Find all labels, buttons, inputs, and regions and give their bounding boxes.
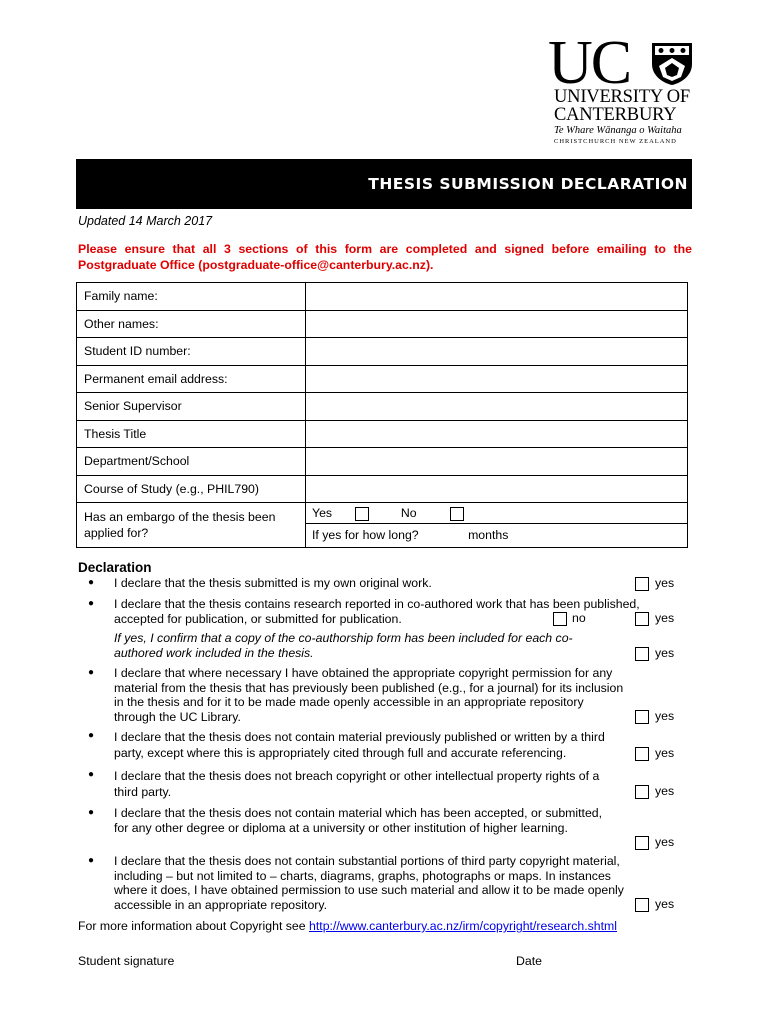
field-label: Thesis Title [77,420,306,448]
supervisor-field[interactable] [306,393,688,421]
bullet: ● [88,730,95,741]
student-id-field[interactable] [306,338,688,366]
field-label: Student ID number: [77,338,306,366]
yes-label: yes [655,576,675,590]
bullet: ● [88,769,95,780]
yes-checkbox[interactable] [635,747,649,761]
embargo-duration-label: If yes for how long? [312,528,419,542]
declaration-heading: Declaration [78,560,152,575]
field-label: Department/School [77,448,306,476]
yes-label: yes [655,709,675,723]
embargo-months-label: months [468,528,509,542]
bullet: ● [88,667,95,678]
declaration-text: I declare that where necessary I have obtained the appropriate copyright permission for any material from the thesis that has previously been published (e.g., for a journal) for its inclusion in the thesis and for it to be made made openly accessible in an appropriate repository through the UC Library. [114,666,624,724]
declaration-text: If yes, I confirm that a copy of the co-authorship form has been included for each co-authored work included in the thesis. [114,631,573,660]
field-label: Other names: [77,310,306,338]
uc-logo [548,29,696,146]
table-row [77,393,688,421]
yes-checkbox[interactable] [635,836,649,850]
crest-icon [651,42,693,86]
field-label: Course of Study (e.g., PHIL790) [77,475,306,503]
email-field[interactable] [306,365,688,393]
yes-label: yes [655,835,675,849]
no-label: no [572,611,586,625]
yes-checkbox[interactable] [635,647,649,661]
yes-checkbox[interactable] [635,898,649,912]
bullet: ● [88,807,95,818]
yes-checkbox[interactable] [635,577,649,591]
table-row [77,475,688,503]
other-names-field[interactable] [306,310,688,338]
embargo-label: Has an embargo of the thesis been applied for? [77,503,306,548]
yes-checkbox[interactable] [635,612,649,626]
declaration-text: I declare that the thesis does not contain substantial portions of third party copyright material, including – but not limited to – charts, diagrams, graphs, photographs or maps. In instances where it does, I have obtained permission to use such material and allow it to be made openly accessible in an appropriate repository. [114,854,624,912]
department-field[interactable] [306,448,688,476]
declaration-text: I declare that the thesis does not contain material previously published or written by a third party, except where this is appropriately cited through full and accurate referencing. [114,730,605,760]
table-row [77,338,688,366]
logo-name [554,88,690,124]
embargo-yes-checkbox[interactable] [355,507,369,521]
no-checkbox[interactable] [553,612,567,626]
no-option [553,611,586,626]
yes-label: yes [655,897,675,911]
table-row [77,503,688,548]
embargo-options [306,503,688,548]
page-title: THESIS SUBMISSION DECLARATION [368,175,688,193]
table-row [77,283,688,311]
field-label: Senior Supervisor [77,393,306,421]
logo-name-line2: CANTERBURY [554,105,677,125]
copyright-info-text: For more information about Copyright see [78,919,310,933]
yes-checkbox[interactable] [635,710,649,724]
family-name-field[interactable] [306,283,688,311]
table-row [77,310,688,338]
table-row [77,448,688,476]
thesis-title-field[interactable] [306,420,688,448]
updated-date: Updated 14 March 2017 [78,214,213,228]
submission-notice: Please ensure that all 3 sections of this form are completed and signed before emailing to the Postgraduate Office (postgraduate-office@canterbury.ac.nz). [78,242,692,272]
declaration-text: I declare that the thesis contains research reported in co-authored work that has been published, accepted for publication, or submitted for publication. [114,597,640,626]
table-row [77,365,688,393]
embargo-no-checkbox[interactable] [450,507,464,521]
student-signature-label: Student signature [78,954,175,968]
title-banner [76,159,692,209]
embargo-yes-label: Yes [312,506,333,521]
declaration-text: I declare that the thesis does not breach copyright or other intellectual property rights of a third party. [114,769,600,799]
logo-name-line1: UNIVERSITY OF [554,87,690,107]
logo-maori-name: Te Whare Wānanga o Waitaha [554,125,682,136]
yes-checkbox[interactable] [635,785,649,799]
declaration-text: I declare that the thesis does not contain material which has been accepted, or submitted, for any other degree or diploma at a university or other institution of higher learning. [114,806,603,835]
yes-label: yes [655,646,675,660]
logo-uc-letters: UC [548,29,631,97]
copyright-info [78,919,617,933]
yes-label: yes [655,784,675,798]
bullet: ● [88,598,95,609]
bullet: ● [88,855,95,866]
course-field[interactable] [306,475,688,503]
bullet: ● [88,577,95,588]
table-row [77,420,688,448]
copyright-link[interactable]: http://www.canterbury.ac.nz/irm/copyright/research.shtml [309,919,618,933]
yes-label: yes [655,611,675,625]
declaration-text: I declare that the thesis submitted is my own original work. [114,576,432,590]
logo-location: CHRISTCHURCH NEW ZEALAND [554,138,677,145]
field-label: Permanent email address: [77,365,306,393]
student-info-table [76,282,688,548]
yes-label: yes [655,746,675,760]
field-label: Family name: [77,283,306,311]
embargo-no-label: No [400,506,417,521]
date-label: Date [516,954,542,968]
